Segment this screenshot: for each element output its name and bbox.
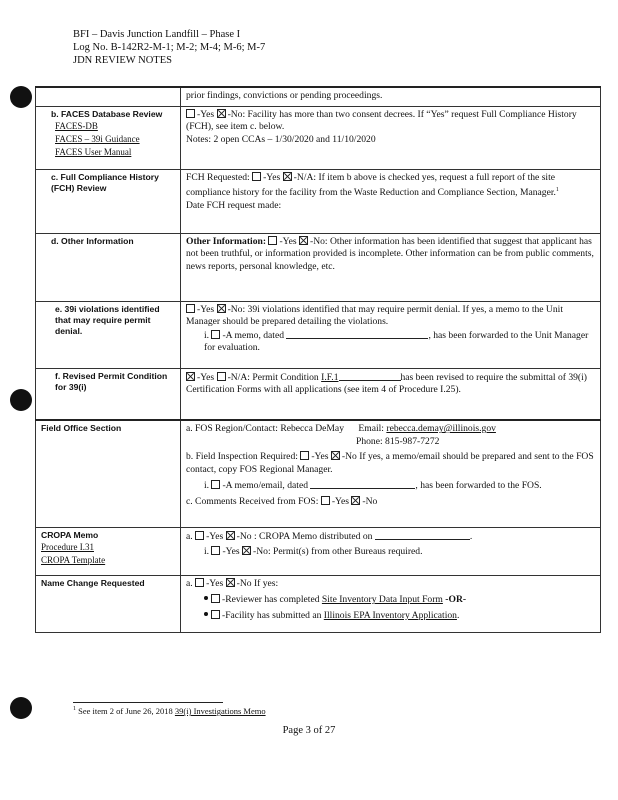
procedure-link[interactable]: Procedure I.31 [41, 541, 94, 552]
faces-db-link[interactable]: FACES-DB [55, 120, 98, 131]
header-line-3: JDN REVIEW NOTES [73, 55, 172, 66]
header-line-1: BFI – Davis Junction Landfill – Phase I [73, 29, 241, 40]
faces-notes: Notes: 2 open CCAs – 1/30/2020 and 11/10/2020 [186, 133, 376, 145]
bullet-icon [204, 596, 208, 600]
permits-no-checkbox[interactable] [242, 546, 251, 555]
name-change-label: Name Change Requested [41, 577, 145, 588]
table-row: d. Other Information Other Information: -Yes -No: Other information has been identified that suggest that applicant has not been truthful, or information provided is incomplete. Other information can be from public comments, news reports, personal knowledge, etc. [36, 233, 601, 301]
table-row: CROPA Memo Procedure I.31 CROPA Template a. -Yes -No : CROPA Memo distributed on . i. -Yes -No: Permit(s) from other Bureaus required. [36, 527, 601, 575]
fos-memo-date-field[interactable] [310, 479, 415, 489]
cropa-yes-checkbox[interactable] [195, 531, 204, 540]
table-row: b. FACES Database Review FACES-DB FACES – 39i Guidance FACES User Manual -Yes -No: Facility has more than two consent decrees. If “Yes” request Full Compliance History (FCH), see item c. below. Notes: 2 open CCAs – 1/30/2020 and 11/10/2020 [36, 106, 601, 169]
site-inventory-link[interactable]: Site Inventory Data Input Form [321, 594, 443, 606]
inventory-application-link[interactable]: Illinois EPA Inventory Application [323, 609, 457, 621]
name-no-checkbox[interactable] [226, 578, 235, 587]
fos-comments-no-checkbox[interactable] [351, 496, 360, 505]
revised-yes-checkbox[interactable] [186, 372, 195, 381]
fos-comments-yes-checkbox[interactable] [321, 496, 330, 505]
header-line-2: Log No. B-142R2-M-1; M-2; M-4; M-6; M-7 [73, 42, 266, 53]
cropa-date-field[interactable] [375, 530, 470, 540]
footnote-divider [73, 702, 223, 703]
table-row: Field Office Section a. FOS Region/Contact: Rebecca DeMay Email: rebecca.demay@illinois.gov Phone: 815-987-7272 b. Field Inspection Required: -Yes -No If yes, a memo/email should be prepared and sent to the FOS contact, copy FOS Regional Manager. i. -A memo/email, dated , has been forwarded to the FOS. c. Comments Received from FOS: -Yes -No [36, 420, 601, 527]
other-yes-checkbox[interactable] [268, 236, 277, 245]
punch-hole-icon [10, 86, 32, 108]
punch-hole-icon [10, 389, 32, 411]
faces-label: b. FACES Database Review [51, 108, 163, 119]
cropa-label: CROPA Memo [41, 529, 99, 540]
permits-yes-checkbox[interactable] [211, 546, 220, 555]
faces-guidance-link[interactable]: FACES – 39i Guidance [55, 133, 140, 144]
fos-no-checkbox[interactable] [331, 451, 340, 460]
fch-na-checkbox[interactable] [283, 172, 292, 181]
fos-email-link[interactable]: rebecca.demay@illinois.gov [386, 423, 496, 435]
table-row: Name Change Requested a. -Yes -No If yes: -Reviewer has completed Site Inventory Data Input Form -OR- -Facility has submitted an Illinois EPA Inventory Application. [36, 575, 601, 632]
fch-label: c. Full Compliance History (FCH) Review [51, 171, 159, 193]
condition-blank [339, 371, 401, 381]
viol-yes-checkbox[interactable] [186, 304, 195, 313]
reviewer-checkbox[interactable] [211, 594, 220, 603]
fch-date-label: Date FCH request made: [186, 199, 282, 211]
footnote: $^1$ See item 2 of June 26, 2018 39(i) Investigations Memo [73, 706, 266, 716]
punch-hole-icon [10, 697, 32, 719]
violations-label: e. 39i violations identified that may require permit denial. [55, 303, 160, 336]
page-number: Page 3 of 27 [282, 725, 336, 736]
investigations-memo-link[interactable]: 39(i) Investigations Memo [174, 706, 266, 716]
review-table [35, 86, 601, 633]
other-info-label: d. Other Information [51, 235, 134, 246]
bullet-icon [204, 612, 208, 616]
prior-findings-text: prior findings, convictions or pending proceedings. [181, 87, 601, 106]
facility-checkbox[interactable] [211, 610, 220, 619]
fos-memo-checkbox[interactable] [211, 480, 220, 489]
cropa-no-checkbox[interactable] [226, 531, 235, 540]
other-no-checkbox[interactable] [299, 236, 308, 245]
table-row: e. 39i violations identified that may require permit denial. -Yes -No: 39i violations identified that may require permit denial. If yes, a memo to the Unit Manager should be prepared detailing the violations. i. -A memo, dated , has been forwarded to the Unit Manager for evaluation. [36, 301, 601, 368]
name-yes-checkbox[interactable] [195, 578, 204, 587]
fch-yes-checkbox[interactable] [252, 172, 261, 181]
faces-no-checkbox[interactable] [217, 109, 226, 118]
faces-manual-link[interactable]: FACES User Manual [55, 146, 132, 157]
footnote-ref: 1 [555, 187, 559, 194]
viol-no-checkbox[interactable] [217, 304, 226, 313]
revised-na-checkbox[interactable] [217, 372, 226, 381]
page-header [73, 28, 265, 67]
faces-yes-checkbox[interactable] [186, 109, 195, 118]
table-row: f. Revised Permit Condition for 39(i) -Yes -N/A: Permit Condition I.F.1 has been revised to require the submittal of 39(i) Certification Forms with all applications (see item 4 of Procedure I.25). [36, 368, 601, 420]
fos-phone: Phone: 815-987-7272 [356, 435, 440, 447]
fos-yes-checkbox[interactable] [300, 451, 309, 460]
viol-memo-checkbox[interactable] [211, 330, 220, 339]
field-office-label: Field Office Section [41, 423, 122, 434]
revised-permit-label: f. Revised Permit Condition for 39(i) [55, 370, 168, 392]
table-row: c. Full Compliance History (FCH) Review FCH Requested: -Yes -N/A: If item b above is checked yes, request a full report of the site compliance history for the facility from the Waste Reduction and Compliance Section, Manager.$^1$ Date FCH request made: [36, 169, 601, 233]
table-row [36, 87, 601, 106]
cropa-template-link[interactable]: CROPA Template [41, 554, 106, 565]
condition-link[interactable]: I.F.1 [321, 371, 339, 383]
viol-memo-date-field[interactable] [286, 329, 428, 339]
